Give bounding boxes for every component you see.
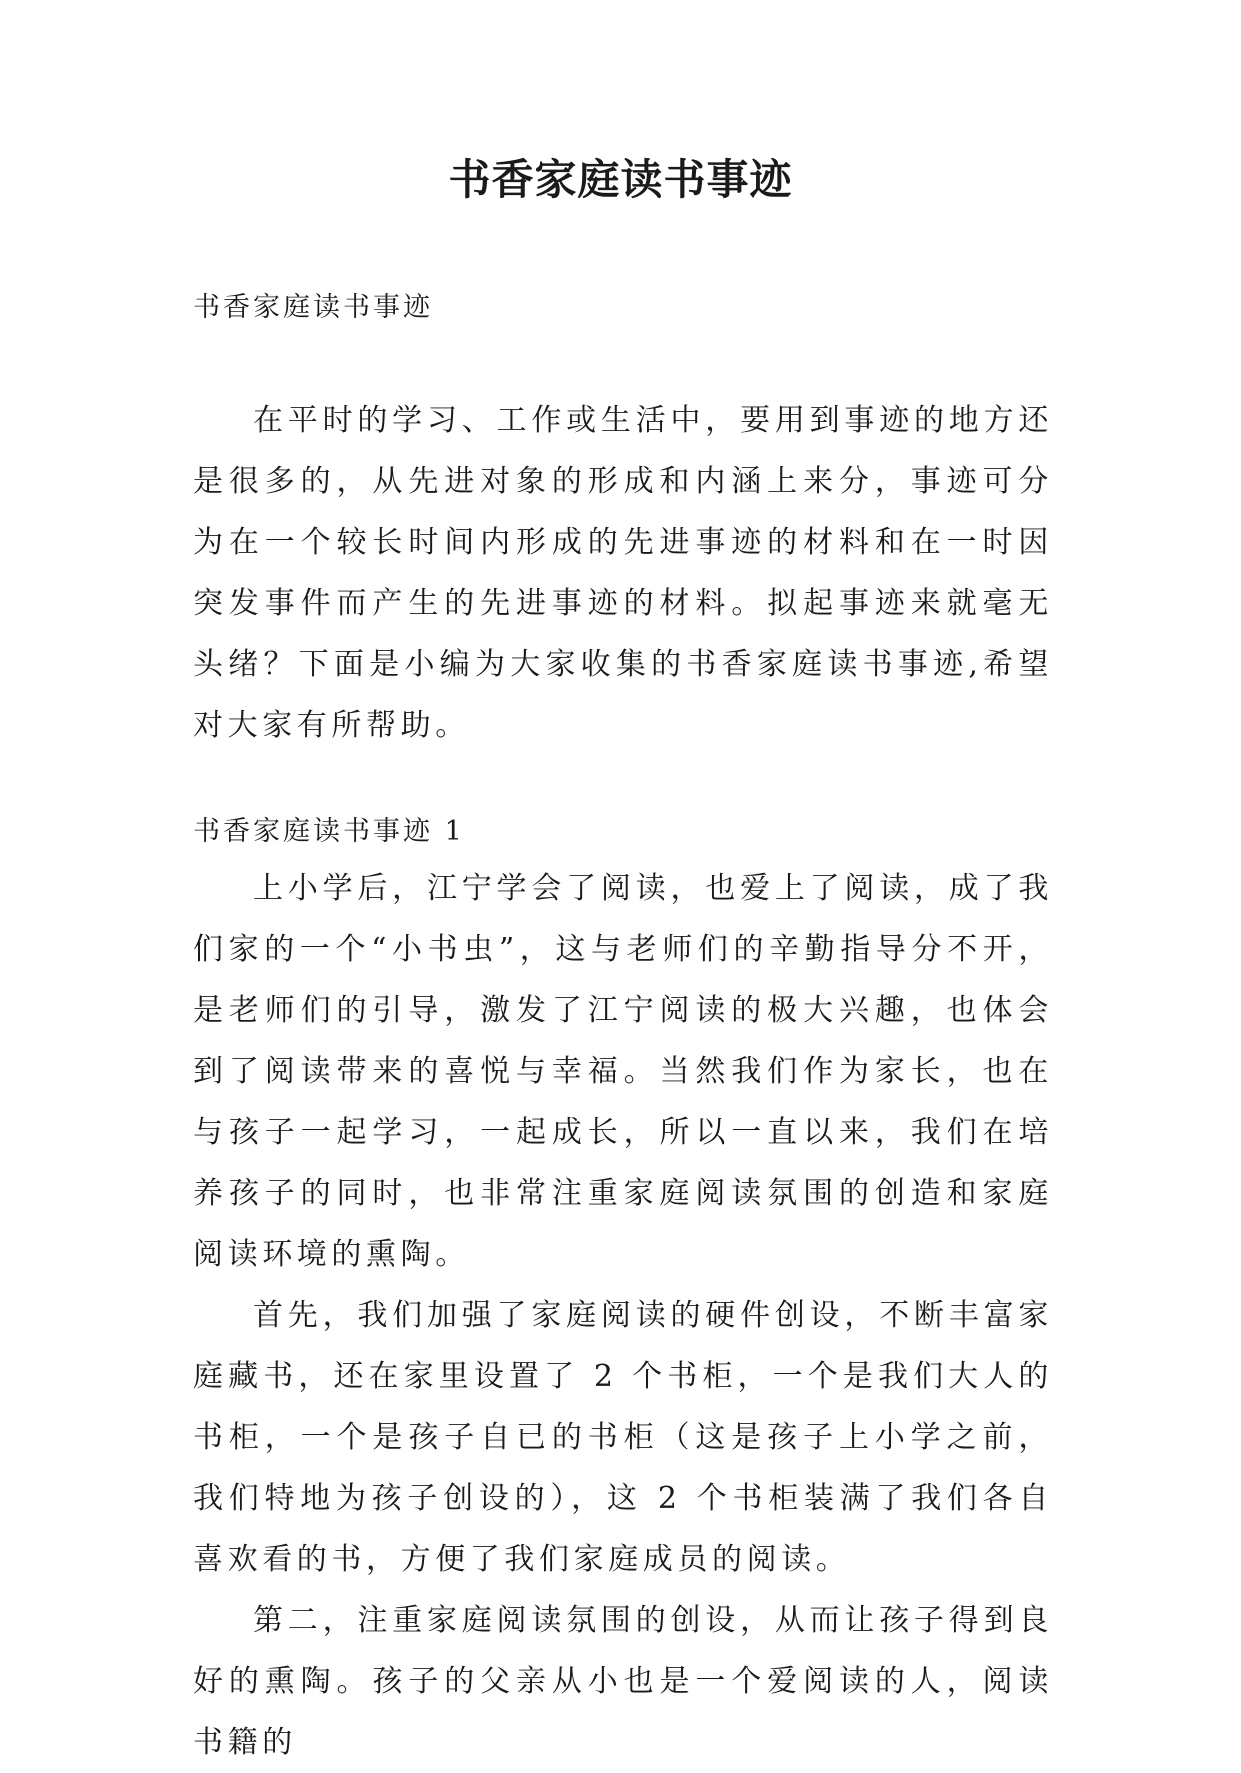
body-paragraph: 上小学后，江宁学会了阅读，也爱上了阅读，成了我们家的一个“小书虫”，这与老师们的辛勤指导分不开，是老师们的引导，激发了江宁阅读的极大兴趣，也体会到了阅读带来的喜悦与幸福。当然我们作为家长，也在与孩子一起学习，一起成长，所以一直以来，我们在培养孩子的同时，也非常注重家庭阅读氛围的创造和家庭阅读环境的熏陶。 bbox=[193, 871, 1053, 1272]
intro-paragraph: 在平时的学习、工作或生活中，要用到事迹的地方还是很多的，从先进对象的形成和内涵上来分，事迹可分为在一个较长时间内形成的先进事迹的材料和在一时因突发事件而产生的先进事迹的材料。拟起事迹来就毫无头绪？下面是小编为大家收集的书香家庭读书事迹,希望对大家有所帮助。 bbox=[193, 403, 1053, 743]
body-paragraph: 首先，我们加强了家庭阅读的硬件创设，不断丰富家庭藏书，还在家里设置了 2 个书柜，一个是我们大人的书柜，一个是孩子自已的书柜（这是孩子上小学之前，我们特地为孩子创设的），这 2 个书柜装满了我们各自喜欢看的书，方便了我们家庭成员的阅读。 bbox=[193, 1298, 1053, 1577]
section-heading: 书香家庭读书事迹 1 bbox=[193, 816, 465, 847]
body-paragraph: 第二，注重家庭阅读氛围的创设，从而让孩子得到良好的熏陶。孩子的父亲从小也是一个爱阅读的人，阅读书籍的 bbox=[193, 1603, 1053, 1760]
document-title: 书香家庭读书事迹 bbox=[448, 155, 793, 204]
document-subtitle: 书香家庭读书事迹 bbox=[193, 292, 433, 323]
document-body bbox=[193, 290, 1053, 1773]
